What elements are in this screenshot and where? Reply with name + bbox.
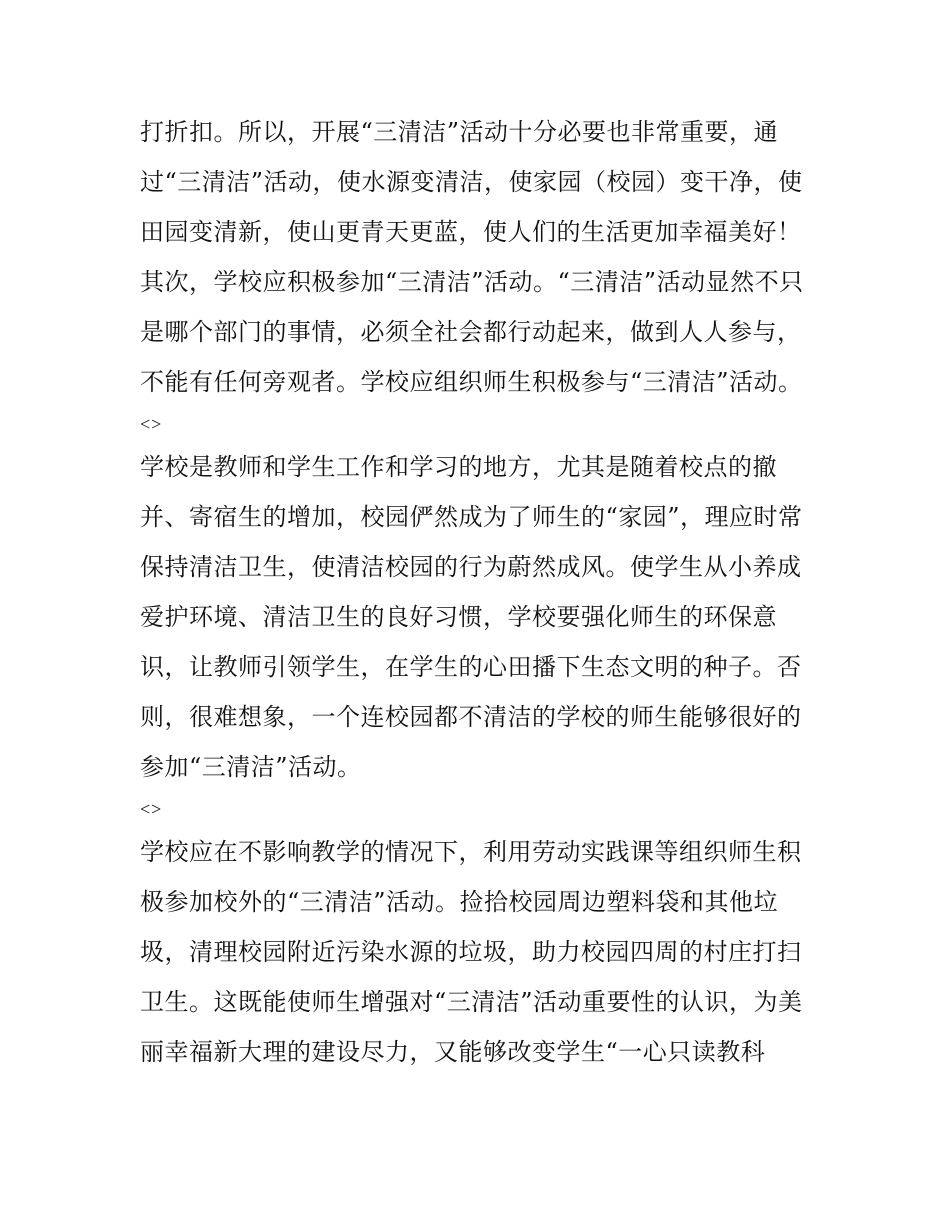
text-line: 丽幸福新大理的建设尽力，又能够改变学生“一心只读教科 xyxy=(140,1038,766,1066)
paragraph-2 xyxy=(140,442,820,792)
text-line: 则，很难想象，一个连校园都不清洁的学校的师生能够很好的 xyxy=(140,703,802,731)
text-line: 是哪个部门的事情，必须全社会都行动起来，做到人人参与， xyxy=(140,318,802,346)
text-line: 爱护环境、清洁卫生的良好习惯，学校要强化师生的环保意 xyxy=(140,603,777,631)
paragraph-3 xyxy=(140,827,820,1077)
text-line: 过“三清洁”活动，使水源变清洁，使家园（校园）变干净，使 xyxy=(140,168,803,196)
text-line: 识，让教师引领学生，在学生的心田播下生态文明的种子。否 xyxy=(140,653,802,681)
paragraph-1 xyxy=(140,107,820,407)
section-marker: <> xyxy=(140,414,163,434)
text-line: 田园变清新，使山更青天更蓝，使人们的生活更加幸福美好！ xyxy=(140,218,802,246)
text-line: 圾，清理校园附近污染水源的垃圾，助力校园四周的村庄打扫 xyxy=(140,938,802,966)
text-line: 并、寄宿生的增加，校园俨然成为了师生的“家园”，理应时常 xyxy=(140,503,803,531)
section-marker: <> xyxy=(140,799,163,819)
text-line: 学校是教师和学生工作和学习的地方，尤其是随着校点的撤 xyxy=(140,453,777,481)
text-line: 学校应在不影响教学的情况下，利用劳动实践课等组织师生积 xyxy=(140,838,802,866)
text-line: 卫生。这既能使师生增强对“三清洁”活动重要性的认识，为美 xyxy=(140,988,803,1016)
text-line: 不能有任何旁观者。学校应组织师生积极参与“三清洁”活动。 xyxy=(140,368,803,396)
document-body xyxy=(140,107,820,1077)
text-line: 其次，学校应积极参加“三清洁”活动。“三清洁”活动显然不只 xyxy=(140,268,804,296)
text-line: 参加“三清洁”活动。 xyxy=(140,753,362,781)
text-line: 极参加校外的“三清洁”活动。捡拾校园周边塑料袋和其他垃 xyxy=(140,888,779,916)
text-line: 打折扣。所以，开展“三清洁”活动十分必要也非常重要，通 xyxy=(140,118,779,146)
text-line: 保持清洁卫生，使清洁校园的行为蔚然成风。使学生从小养成 xyxy=(140,553,802,581)
